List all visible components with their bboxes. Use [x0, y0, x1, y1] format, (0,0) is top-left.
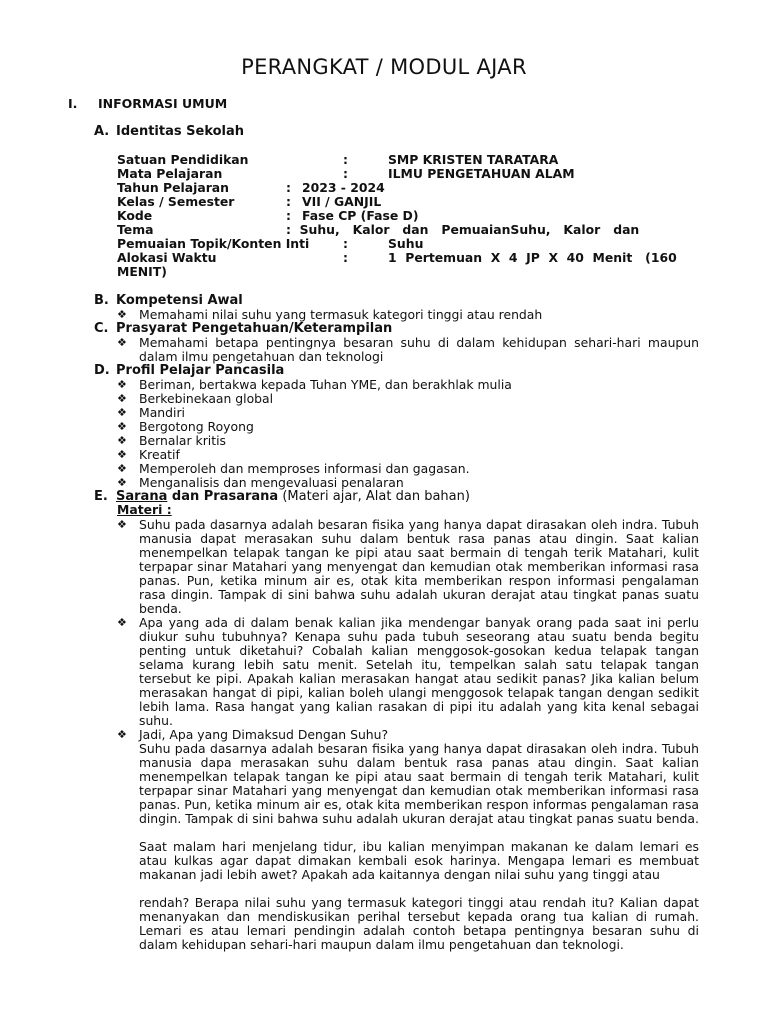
identity-row-kode [117, 209, 418, 223]
identity-row-topik [117, 237, 423, 251]
identity-value: Fase CP (Fase D) [302, 208, 419, 223]
identity-row-mapel [117, 167, 575, 181]
list-item: ❖ Memahami betapa pentingnya besaran suhu di dalam kehidupan sehari-hari maupun dalam ilmu pengetahuan dan teknologi [117, 335, 699, 364]
materi-paragraph: ❖ Apa yang ada di dalam benak kalian jika mendengar banyak orang pada saat ini perlu diukur suhu tubuhnya? Kenapa suhu pada tubuh seseorang atau suatu benda begitu penting untuk diketahui? Cobalah kalian menggosok-gosokan kedua telapak tangan selama kurang lebih satu menit. Setelah itu, tempelkan salah satu telapak tangan tersebut ke pipi. Apakah kalian merasakan hangat atau sedikit panas? Jika kalian belum merasakan hangat di pipi, kalian boleh ulangi menggosok telapak tangan dengan sedikit lebih lama. Rasa hangat yang kalian rasakan di pipi itu adalah yang kita kenal sebagai suhu. [117, 615, 699, 728]
identity-row-alokasi [117, 251, 677, 265]
identity-value: VII / GANJIL [302, 194, 382, 209]
diamond-bullet-icon: ❖ [117, 476, 127, 489]
list-item: ❖ Memperoleh dan memproses informasi dan gagasan. [117, 461, 470, 476]
materi-paragraph: ❖ Suhu pada dasarnya adalah besaran fisika yang hanya dapat dirasakan oleh indra. Tubuh manusia dapat merasakan suhu dalam bentuk rasa panas atau dingin. Saat kalian menempelkan telapak tangan ke pipi atau saat bermain di tengah terik Matahari, kulit terpapar sinar Matahari yang menyengat dan kemudian otak memberikan informasi rasa panas. Pun, ketika minum air es, otak kita memberikan respon informasi pengalaman rasa dingin. Tampak di sini bahwa suhu adalah ukuran derajat atau tingkat panas suatu benda. [117, 517, 699, 616]
diamond-bullet-icon: ❖ [117, 336, 127, 349]
diamond-bullet-icon: ❖ [117, 728, 127, 741]
identity-colon: : [286, 194, 291, 209]
section-label: INFORMASI UMUM [98, 96, 228, 111]
list-item: ❖ Bernalar kritis [117, 433, 226, 448]
identity-value: Suhu [388, 236, 424, 251]
diamond-bullet-icon: ❖ [117, 378, 127, 391]
list-item: ❖ Menganalisis dan mengevaluasi penalaran [117, 475, 404, 490]
subheading-letter: A. [94, 124, 110, 139]
subheading-label: Prasyarat Pengetahuan/Keterampilan [116, 321, 393, 336]
list-item: ❖ Mandiri [117, 405, 185, 420]
identity-value: : Suhu, Kalor dan PemuaianSuhu, Kalor dan [286, 222, 640, 237]
identity-colon: : [343, 152, 348, 167]
subheading-identitas [94, 124, 244, 139]
identity-row-satuan [117, 153, 558, 167]
identity-label: Tahun Pelajaran [117, 180, 229, 195]
subheading-letter: C. [94, 321, 109, 336]
subheading-label-paren: (Materi ajar, Alat dan bahan) [278, 489, 470, 504]
materi-paragraph: Saat malam hari menjelang tidur, ibu kalian menyimpan makanan ke dalam lemari es atau kulkas agar dapat dimakan kembali esok harinya. Mengapa lemari es membuat makanan jadi lebih awet? Apakah ada kaitannya dengan nilai suhu yang tinggi atau [139, 839, 699, 882]
section-number: I. [68, 96, 78, 111]
list-item: ❖ Berkebinekaan global [117, 391, 274, 406]
diamond-bullet-icon: ❖ [117, 392, 127, 405]
materi-paragraph-heading: ❖ Jadi, Apa yang Dimaksud Dengan Suhu? [117, 727, 389, 742]
materi-paragraph: Suhu pada dasarnya adalah besaran fisika yang hanya dapat dirasakan oleh indra. Tubuh manusia dapa merasakan suhu dalam bentuk rasa panas atau dingin. Saat kalian menempelkan telapak tangan ke pipi atau saat bermain di tengah terik Matahari, kulit terpapar sinar Matahari yang menyengat dan kemudian otak memberikan informasi rasa panas. Pun, ketika minum air es, otak kita memberikan respon informas pengalaman rasa dingin. Tampak di sini bahwa suhu adalah ukuran derajat atau tingkat panas suatu benda. [139, 741, 699, 826]
identity-colon: : [343, 166, 348, 181]
diamond-bullet-icon: ❖ [117, 616, 127, 629]
diamond-bullet-icon: ❖ [117, 308, 127, 321]
identity-value: SMP KRISTEN TARATARA [388, 152, 559, 167]
identity-row-tahun [117, 181, 385, 195]
subheading-letter: E. [94, 489, 108, 504]
identity-colon: : [286, 208, 291, 223]
subheading-kompetensi [94, 293, 243, 308]
identity-label: Kode [117, 208, 153, 223]
subheading-label: Profil Pelajar Pancasila [116, 363, 285, 378]
identity-label: Pemuaian Topik/Konten Inti [117, 236, 310, 251]
diamond-bullet-icon: ❖ [117, 406, 127, 419]
subheading-label-rest: dan Prasarana [167, 489, 279, 504]
identity-label: Tema [117, 222, 154, 237]
identity-value: 2023 - 2024 [302, 180, 385, 195]
identity-label: Mata Pelajaran [117, 166, 223, 181]
subheading-profil [94, 363, 284, 378]
subheading-prasyarat [94, 321, 392, 336]
diamond-bullet-icon: ❖ [117, 448, 127, 461]
materi-paragraph: rendah? Berapa nilai suhu yang termasuk kategori tinggi atau rendah itu? Kalian dapat menanyakan dan mendiskusikan perihal tersebut kepada orang tua kalian di rumah. Lemari es atau lemari pendingin adalah contoh betapa pentingnya besaran suhu di dalam kehidupan sehari-hari maupun dalam ilmu pengetahuan dan teknologi. [139, 895, 699, 952]
subheading-letter: D. [94, 363, 110, 378]
diamond-bullet-icon: ❖ [117, 518, 127, 531]
identity-row-kelas [117, 195, 381, 209]
subheading-label-underlined: Sarana [116, 489, 168, 504]
identity-value-cont: MENIT) [117, 264, 167, 279]
subheading-label: Kompetensi Awal [116, 293, 243, 308]
identity-row-tema [117, 223, 639, 237]
subheading-letter: B. [94, 293, 109, 308]
identity-label: Kelas / Semester [117, 194, 235, 209]
identity-colon: : [286, 180, 291, 195]
diamond-bullet-icon: ❖ [117, 420, 127, 433]
identity-row-alokasi-cont [117, 265, 167, 279]
document-title: PERANGKAT / MODUL AJAR [241, 55, 527, 79]
identity-colon: : [343, 250, 348, 265]
identity-value: ILMU PENGETAHUAN ALAM [388, 166, 575, 181]
diamond-bullet-icon: ❖ [117, 462, 127, 475]
list-item: ❖ Bergotong Royong [117, 419, 254, 434]
identity-value: 1 Pertemuan X 4 JP X 40 Menit (160 [388, 250, 677, 265]
subheading-label: Identitas Sekolah [116, 124, 245, 139]
list-item: ❖ Memahami nilai suhu yang termasuk kategori tinggi atau rendah [117, 307, 543, 322]
materi-label: Materi : [117, 502, 172, 517]
identity-colon: : [343, 236, 348, 251]
section-heading-informasi-umum [68, 96, 227, 111]
identity-label: Alokasi Waktu [117, 250, 217, 265]
list-item: ❖ Beriman, bertakwa kepada Tuhan YME, dan berakhlak mulia [117, 377, 512, 392]
list-item: ❖ Kreatif [117, 447, 180, 462]
diamond-bullet-icon: ❖ [117, 434, 127, 447]
identity-label: Satuan Pendidikan [117, 152, 249, 167]
